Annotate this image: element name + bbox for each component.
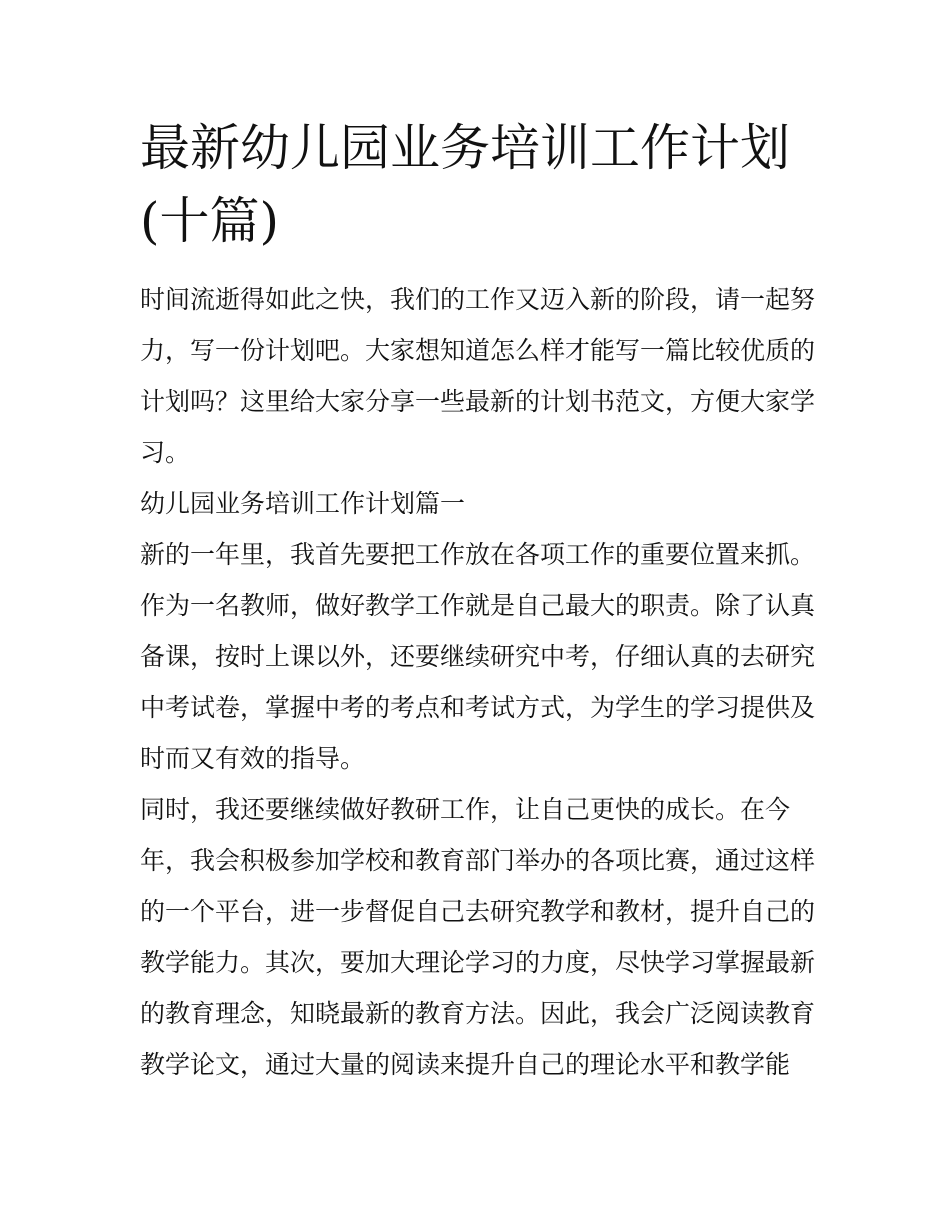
intro-line: 习。: [140, 438, 191, 467]
paragraph-line: 时而又有效的指导。: [140, 744, 366, 773]
document-title: [140, 112, 812, 258]
intro-paragraph: [140, 274, 816, 478]
paragraph-line: 的教育理念，知晓最新的教育方法。因此，我会广泛阅读教育: [140, 999, 816, 1028]
paragraph-line: 同时，我还要继续做好教研工作，让自己更快的成长。在今: [140, 795, 791, 824]
document-content: [140, 112, 816, 1090]
paragraph-line: 备课，按时上课以外，还要继续研究中考，仔细认真的去研究: [140, 642, 816, 671]
paragraph-2: [140, 784, 816, 1090]
intro-line: 时间流逝得如此之快，我们的工作又迈入新的阶段，请一起努: [140, 285, 816, 314]
title-line: 最新幼儿园业务培训工作计划: [140, 119, 790, 177]
paragraph-line: 年，我会积极参加学校和教育部门举办的各项比赛，通过这样: [140, 846, 816, 875]
section-heading: 幼儿园业务培训工作计划篇一: [140, 489, 466, 518]
paragraph-1: [140, 529, 816, 784]
paragraph-line: 教学论文，通过大量的阅读来提升自己的理论水平和教学能: [140, 1050, 791, 1079]
paragraph-line: 作为一名教师，做好教学工作就是自己最大的职责。除了认真: [140, 591, 816, 620]
paragraph-line: 的一个平台，进一步督促自己去研究教学和教材，提升自己的: [140, 897, 816, 926]
paragraph-line: 教学能力。其次，要加大理论学习的力度，尽快学习掌握最新: [140, 948, 816, 977]
paragraph-line: 新的一年里，我首先要把工作放在各项工作的重要位置来抓。: [140, 540, 816, 569]
intro-line: 力，写一份计划吧。大家想知道怎么样才能写一篇比较优质的: [140, 336, 816, 365]
paragraph-line: 中考试卷，掌握中考的考点和考试方式，为学生的学习提供及: [140, 693, 816, 722]
title-line: (十篇): [140, 192, 280, 250]
intro-line: 计划吗？这里给大家分享一些最新的计划书范文，方便大家学: [140, 387, 816, 416]
